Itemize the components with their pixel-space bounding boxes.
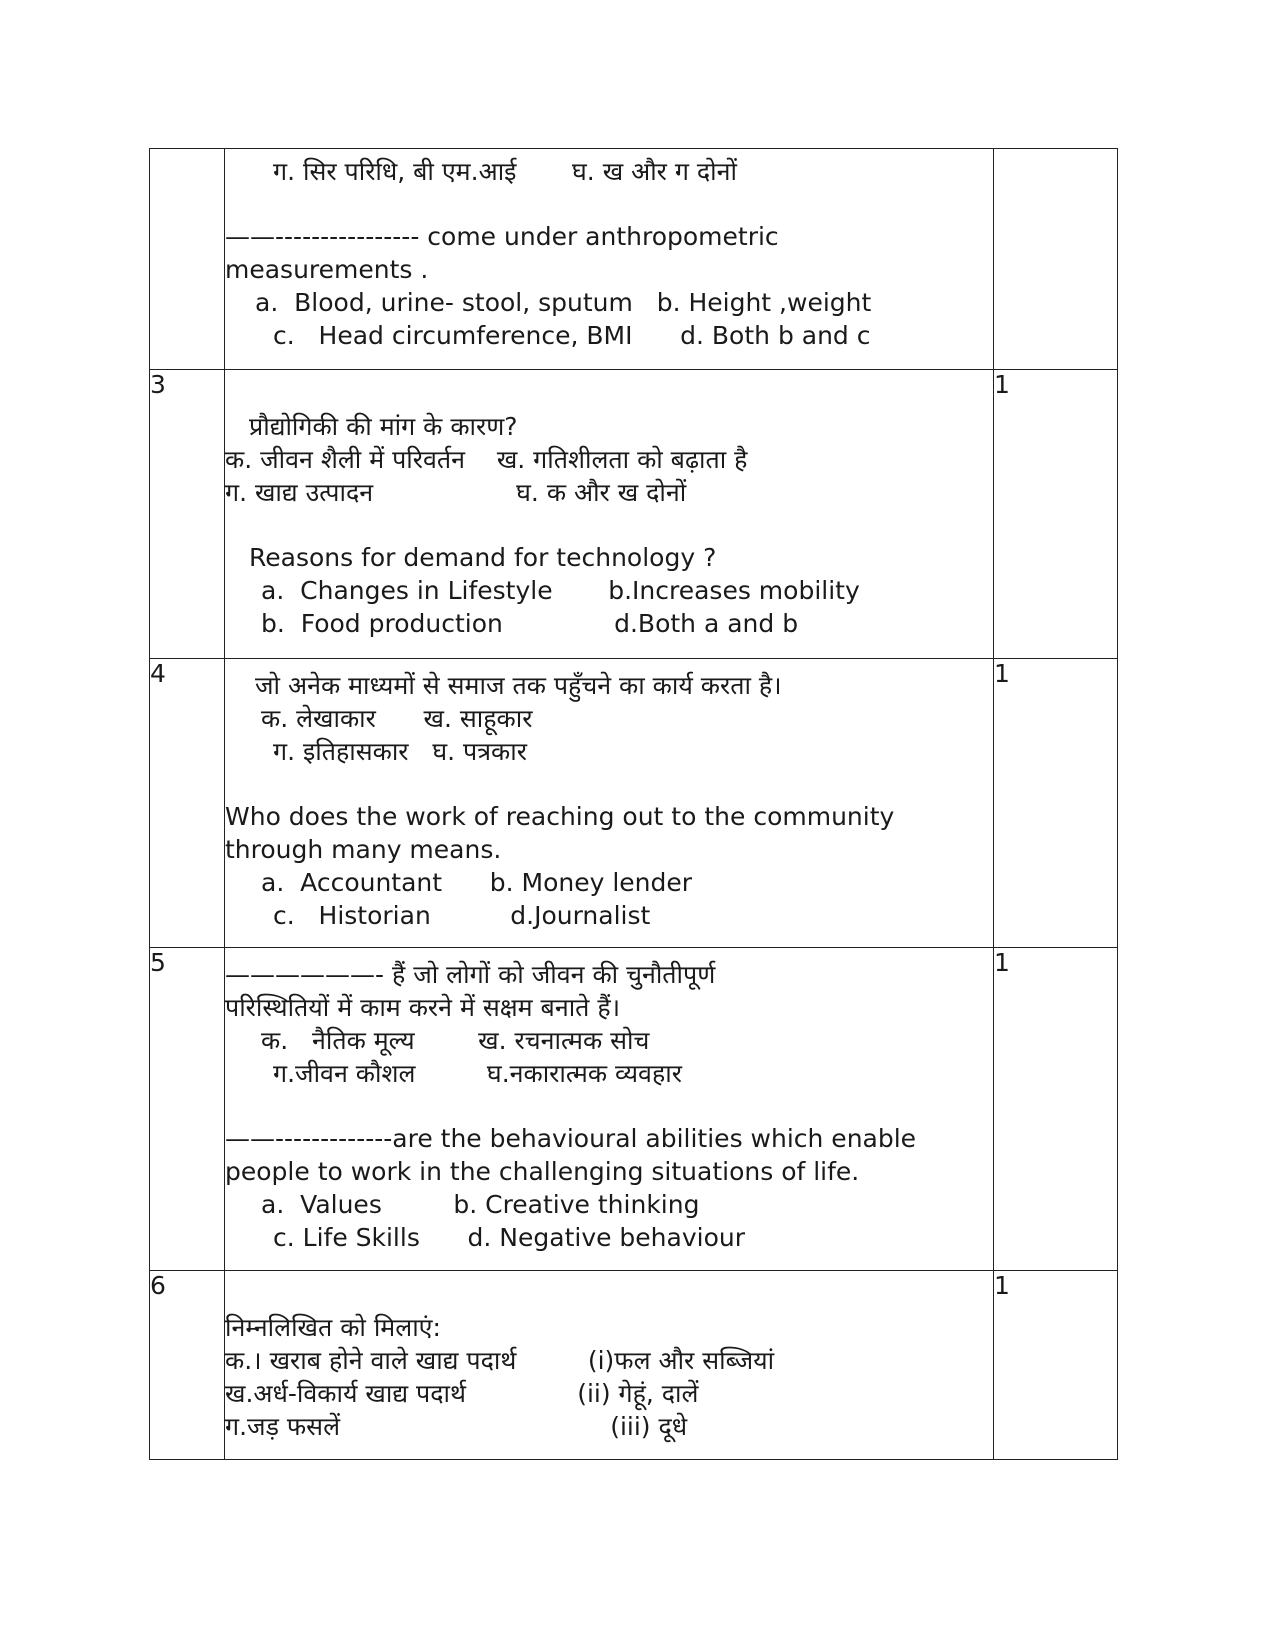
match-line: ख.अर्ध-विकार्य खाद्य पदार्थ (ii) गेहूं, दालें (225, 1379, 699, 1408)
question-marks: 1 (994, 370, 1118, 659)
english-question: measurements . (225, 255, 429, 284)
question-number (150, 149, 225, 370)
question-marks (994, 149, 1118, 370)
english-question: ——-------------are the behavioural abilities which enable (225, 1124, 917, 1153)
hindi-options-line: क. जीवन शैली में परिवर्तन ख. गतिशीलता को बढ़ाता है (225, 445, 748, 474)
english-options-line: a. Accountant b. Money lender (261, 868, 693, 897)
question-body (225, 370, 994, 659)
question-body (225, 948, 994, 1271)
english-options-line: c. Head circumference, BMI d. Both b and c (273, 321, 871, 350)
hindi-options-line: क. लेखाकार ख. साहूकार (261, 704, 533, 733)
hindi-question: प्रौद्योगिकी की मांग के कारण? (249, 412, 518, 441)
hindi-options-line: ग. खाद्य उत्पादन घ. क और ख दोनों (225, 478, 687, 507)
hindi-options-line: ग. इतिहासकार घ. पत्रकार (273, 737, 527, 766)
table-row (150, 149, 1118, 370)
question-number: 6 (150, 1271, 225, 1460)
table-row (150, 370, 1118, 659)
english-options-line: a. Blood, urine- stool, sputum b. Height ,weight (255, 288, 872, 317)
question-number: 3 (150, 370, 225, 659)
question-marks: 1 (994, 948, 1118, 1271)
question-table (149, 148, 1118, 1460)
table-row (150, 1271, 1118, 1460)
question-marks: 1 (994, 659, 1118, 948)
english-options-line: b. Food production d.Both a and b (261, 609, 799, 638)
hindi-question: परिस्थितियों में काम करने में सक्षम बनाते हैं। (225, 993, 621, 1022)
match-line: क.। खराब होने वाले खाद्य पदार्थ (i)फल और सब्जियां (225, 1346, 775, 1375)
english-options-line: c. Life Skills d. Negative behaviour (273, 1223, 746, 1252)
question-body (225, 1271, 994, 1460)
question-marks: 1 (994, 1271, 1118, 1460)
question-number: 5 (150, 948, 225, 1271)
english-question: Reasons for demand for technology ? (249, 543, 717, 572)
match-line: ग.जड़ फसलें (iii) दूधे (225, 1412, 688, 1441)
question-body (225, 659, 994, 948)
hindi-options-line: क. नैतिक मूल्य ख. रचनात्मक सोच (261, 1026, 650, 1055)
english-options-line: a. Changes in Lifestyle b.Increases mobility (261, 576, 860, 605)
question-body (225, 149, 994, 370)
english-question: Who does the work of reaching out to the community (225, 802, 895, 831)
english-options-line: c. Historian d.Journalist (273, 901, 651, 930)
english-question: people to work in the challenging situations of life. (225, 1157, 860, 1186)
hindi-question: ——————- हैं जो लोगों को जीवन की चुनौतीपूर्ण (225, 960, 716, 989)
hindi-question: जो अनेक माध्यमों से समाज तक पहुँचने का कार्य करता है। (255, 671, 782, 700)
english-question: ——---------------- come under anthropometric (225, 222, 779, 251)
table-row (150, 948, 1118, 1271)
hindi-options-line: ग. सिर परिधि, बी एम.आई घ. ख और ग दोनों (273, 157, 737, 186)
question-number: 4 (150, 659, 225, 948)
table-row (150, 659, 1118, 948)
english-question: through many means. (225, 835, 502, 864)
hindi-options-line: ग.जीवन कौशल घ.नकारात्मक व्यवहार (273, 1059, 682, 1088)
english-options-line: a. Values b. Creative thinking (261, 1190, 700, 1219)
hindi-question: निम्नलिखित को मिलाएं: (225, 1313, 441, 1342)
